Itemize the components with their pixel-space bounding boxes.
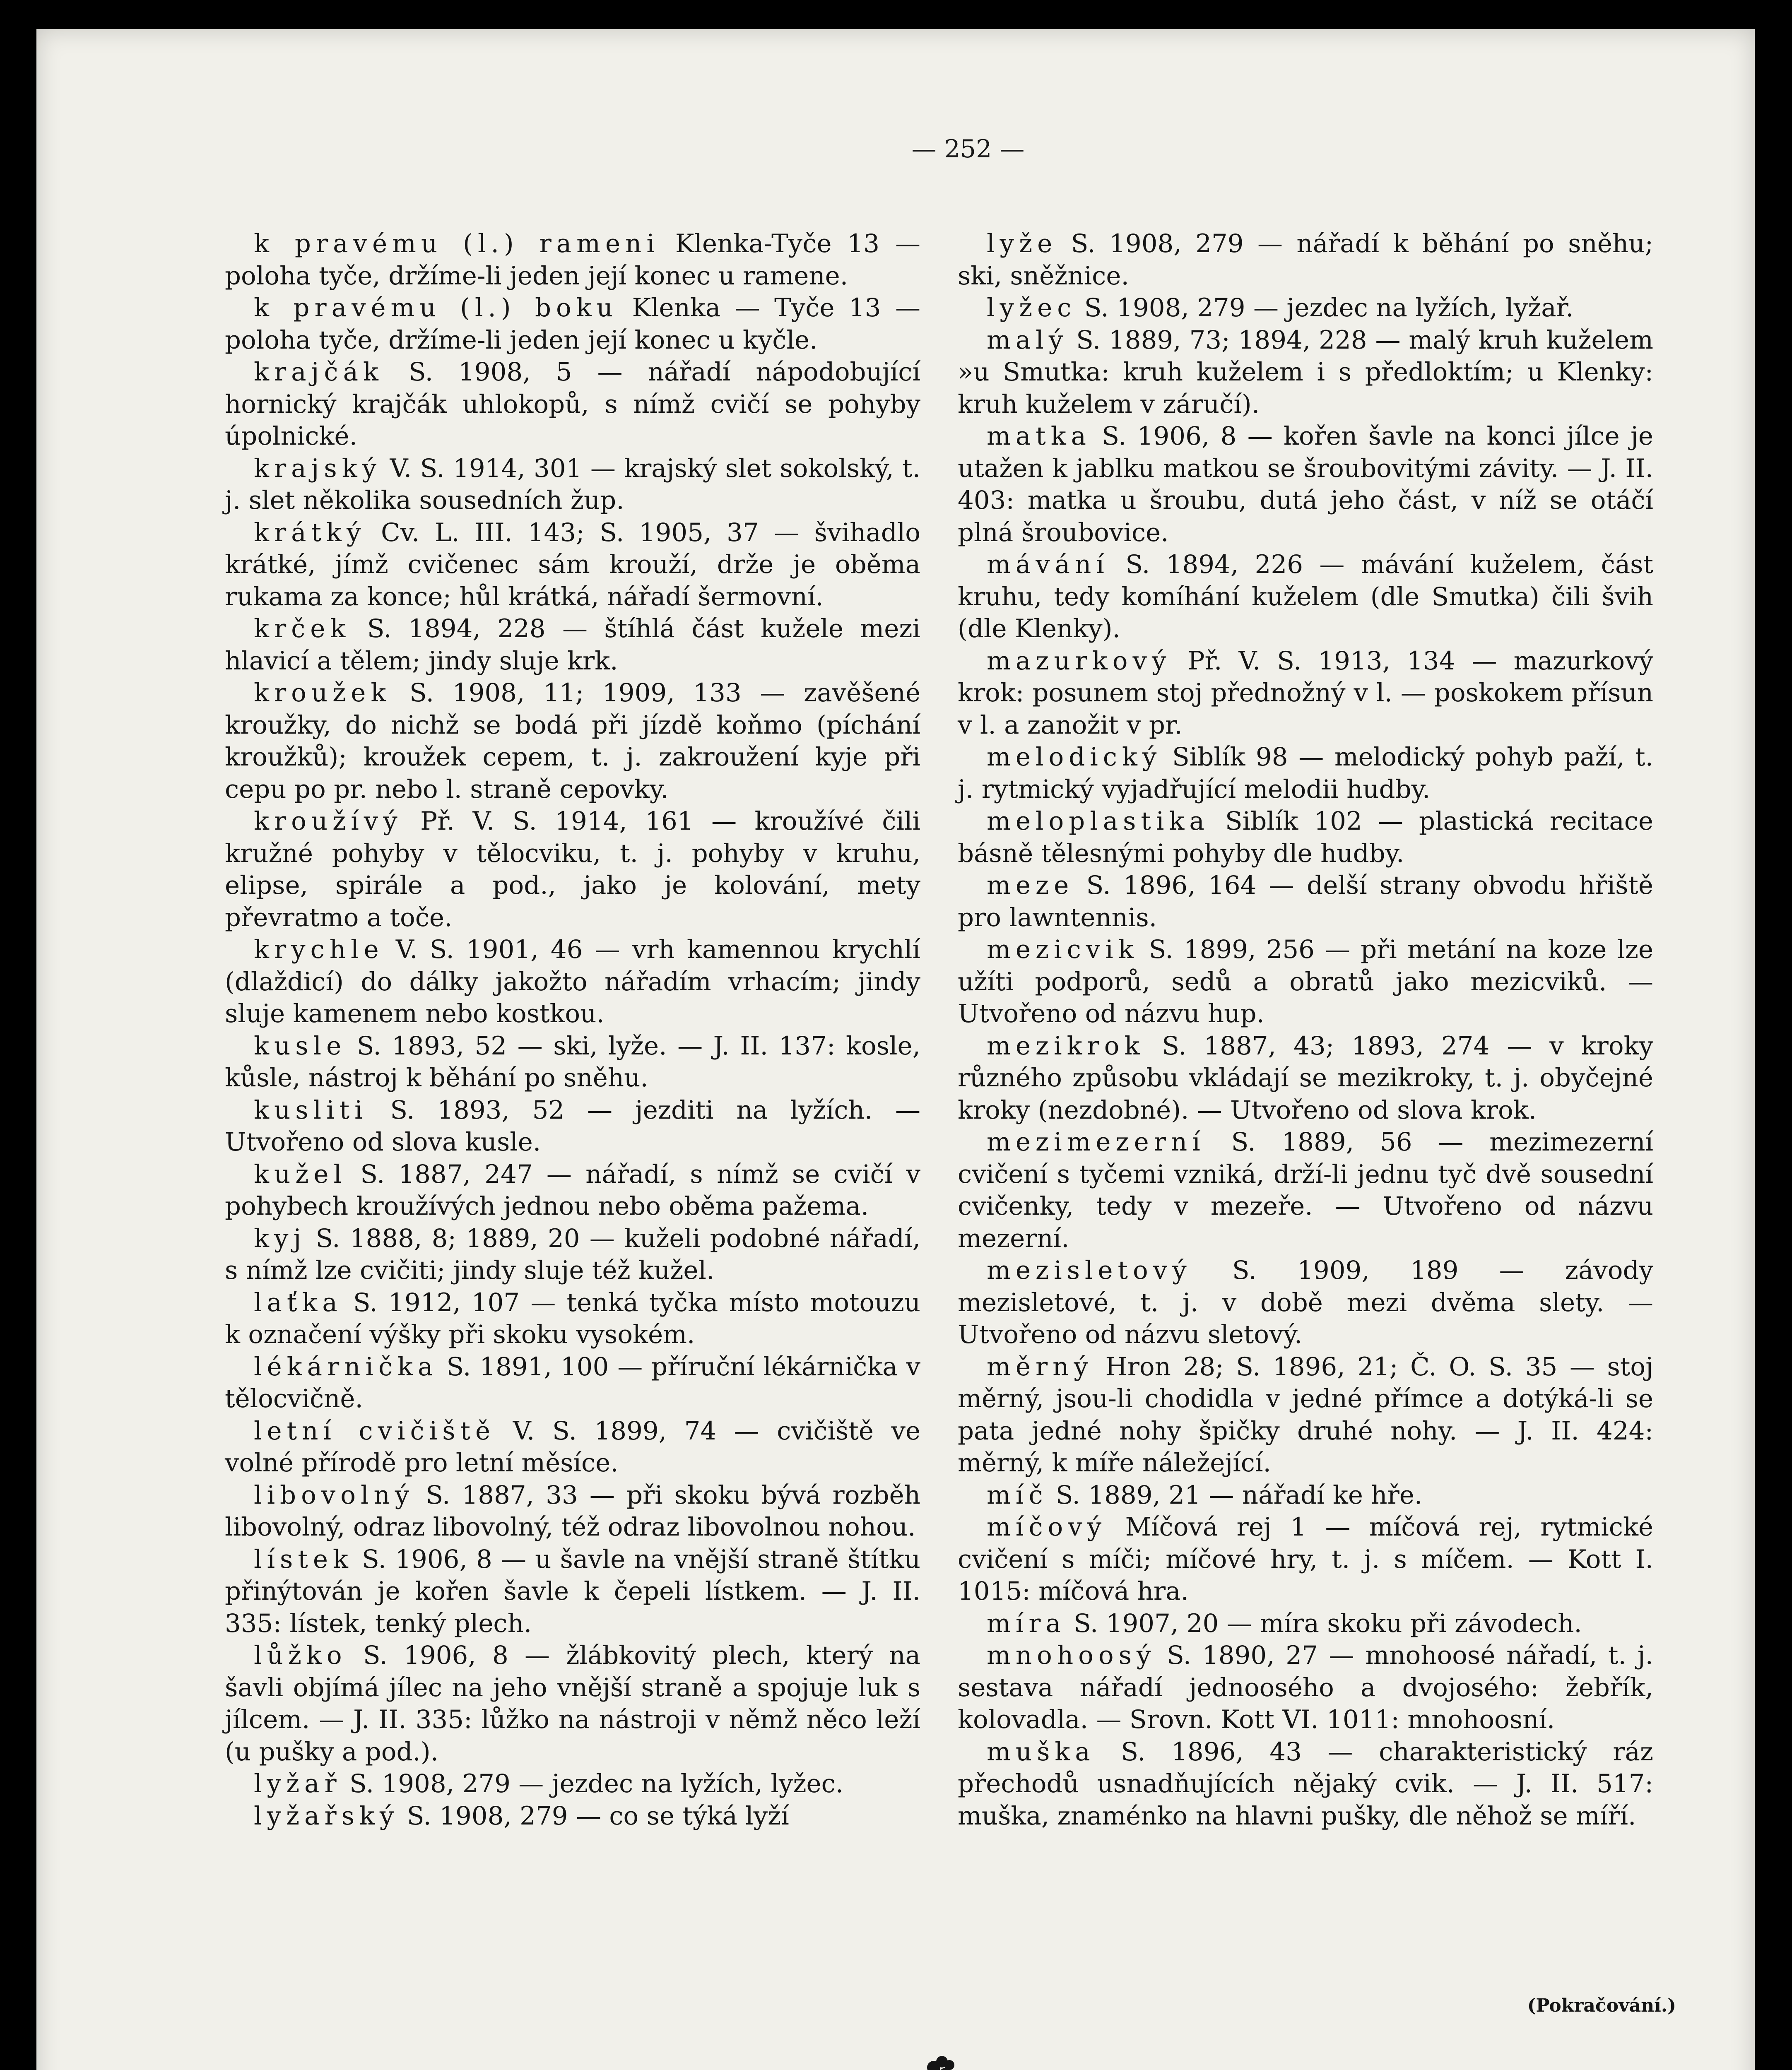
left-column-entry [225, 356, 920, 453]
entry-headword: muška [987, 1737, 1095, 1767]
entry-definition: S. 1889, 73; 1894, 228 — malý kruh kuželem »u Smutka: kruh kuželem i s předloktím; u Klenky: kruh kuželem v záručí). [958, 325, 1653, 419]
entry-definition: S. 1906, 8 — žlábkovitý plech, který na šavli objímá jílec na jeho vnější straně a spojuje luk s jílcem. — J. II. 335: lůžko na nástroji v němž něco leží (u pušky a pod.). [225, 1641, 920, 1767]
right-column-entry [958, 1126, 1653, 1254]
left-column-entry [225, 517, 920, 613]
entry-definition: S. 1891, 100 — příruční lékárnička v tělocvičně. [225, 1352, 920, 1413]
entry-headword: kyj [254, 1223, 306, 1253]
entry-headword: míč [987, 1480, 1048, 1510]
right-column-entry [958, 1639, 1653, 1736]
entry-headword: krátký [254, 518, 366, 547]
right-column-entry [958, 741, 1653, 805]
entry-definition: S. 1888, 8; 1889, 20 — kuželi podobné nářadí, s nímž lze cvičiti; jindy sluje též kužel. [225, 1223, 920, 1285]
left-column-entry [225, 1158, 920, 1223]
entry-definition: S. 1908, 279 — nářadí k běhání po sněhu; ski, sněžnice. [958, 229, 1654, 291]
left-column-entry [225, 228, 920, 292]
left-column [225, 228, 920, 1832]
entry-headword: krajský [254, 453, 382, 483]
entry-definition: Klenka-Tyče 13 — poloha tyče, držíme-li jeden její konec u ramene. [225, 229, 921, 291]
entry-definition: Siblík 102 — plastická recitace básně tělesnými pohyby dle hudby. [958, 806, 1653, 868]
page-number: — 252 — [911, 135, 1025, 164]
entry-headword: lékárnička [254, 1352, 438, 1382]
entry-headword: mávání [987, 550, 1109, 579]
entry-headword: kusle [254, 1031, 347, 1061]
entry-definition: S. 1908, 5 — nářadí nápodobující hornický krajčák uhlokopů, s nímž cvičí se pohyby úpolnické. [225, 357, 920, 451]
entry-headword: k pravému (l.) boku [254, 293, 618, 323]
entry-headword: k pravému (l.) rameni [254, 229, 660, 258]
entry-definition: Hron 28; S. 1896, 21; Č. O. S. 35 — stoj měrný, jsou-li chodidla v jedné přímce a dotýká-li se pata jedné nohy špičky druhé nohy. — J. II. 424: měrný, k míře náležející. [958, 1352, 1653, 1478]
entry-headword: krček [254, 614, 351, 643]
right-column-entry [958, 1351, 1653, 1479]
left-column-entry [225, 613, 920, 677]
entry-headword: lůžko [254, 1641, 347, 1670]
entry-headword: krychle [254, 935, 384, 964]
entry-definition: S. 1890, 27 — mnohoosé nářadí, t. j. sestava nářadí jednoosého a dvojosého: žebřík, kolovadla. — Srovn. Kott VI. 1011: mnohoosní. [958, 1641, 1653, 1734]
entry-definition: V. S. 1899, 74 — cvičiště ve volné přírodě pro letní měsíce. [225, 1416, 920, 1478]
entry-definition: S. 1908, 279 — jezdec na lyžích, lyžař. [1084, 293, 1574, 323]
entry-definition: S. 1899, 256 — při metání na koze lze užíti podporů, sedů a obratů jako mezicviků. — Utvořeno od názvu hup. [958, 935, 1654, 1028]
entry-definition: Siblík 98 — melodický pohyb paží, t. j. rytmický vyjadřující melodii hudby. [958, 742, 1653, 804]
entry-definition: S. 1909, 189 — závody mezisletové, t. j. v době mezi dvěma slety. — Utvořeno od názvu sletový. [958, 1256, 1654, 1349]
right-column-entry [958, 869, 1653, 934]
right-column-entry [958, 1030, 1653, 1126]
entry-definition: S. 1896, 43 — charakteristický ráz přechodů usnadňujících nějaký cvik. — J. II. 517: muška, znaménko na hlavni pušky, dle něhož se míří. [958, 1737, 1653, 1831]
right-column-entry [958, 1254, 1653, 1351]
entry-headword: mezimezerní [987, 1127, 1205, 1157]
entry-definition: Klenka — Tyče 13 — poloha tyče, držíme-li jeden její konec u kyčle. [225, 293, 921, 355]
left-column-entry [225, 934, 920, 1030]
entry-headword: mezicvik [987, 935, 1139, 964]
entry-headword: kroužek [254, 678, 391, 708]
left-column-entry [225, 1639, 920, 1768]
right-column-entry [958, 228, 1653, 292]
entry-definition: S. 1889, 56 — mezimezerní cvičení s tyčemi vzniká, drží-li jednu tyč dvě sousední cvičenky, tedy v mezeře. — Utvořeno od názvu mezerní. [958, 1127, 1653, 1253]
left-column-entry [225, 453, 920, 517]
right-column-entry [958, 934, 1653, 1030]
entry-headword: libovolný [254, 1480, 414, 1510]
entry-definition: S. 1908, 11; 1909, 133 — zavěšené kroužky, do nichž se bodá při jízdě koňmo (píchání kroužků); kroužek cepem, t. j. zakroužení kyje při cepu po pr. nebo l. straně cepovky. [225, 678, 920, 804]
entry-definition: Př. V. S. 1914, 161 — kroužívé čili kružné pohyby v tělocviku, t. j. pohyby v kruhu, elipse, spirále a pod., jako je kolování, mety převratmo a toče. [225, 806, 920, 932]
left-column-entry [225, 805, 920, 934]
document-page [36, 29, 1755, 2070]
right-column-entry [958, 645, 1653, 741]
entry-headword: mezikrok [987, 1031, 1145, 1061]
entry-headword: lyžařský [254, 1801, 399, 1831]
right-column [958, 228, 1653, 1832]
entry-headword: mnohoosý [987, 1641, 1156, 1670]
entry-headword: mazurkový [987, 646, 1171, 676]
entry-headword: míra [987, 1608, 1066, 1638]
entry-definition: Př. V. S. 1913, 134 — mazurkový krok: posunem stoj přednožný v l. — poskokem přísun v l. a zanožit v pr. [958, 646, 1654, 740]
left-column-entry [225, 1479, 920, 1543]
left-column-entry [225, 677, 920, 805]
right-column-entry [958, 324, 1653, 421]
left-column-entry [225, 1223, 920, 1287]
entry-headword: měrný [987, 1352, 1093, 1382]
entry-definition: S. 1907, 20 — míra skoku při závodech. [1074, 1608, 1582, 1638]
entry-definition: S. 1908, 279 — co se týká lyží [407, 1801, 789, 1831]
left-column-entry [225, 1030, 920, 1094]
left-column-entry [225, 292, 920, 356]
entry-definition: V. S. 1901, 46 — vrh kamennou krychlí (dlaždicí) do dálky jakožto nářadím vrhacím; jindy sluje kamenem nebo kostkou. [225, 935, 920, 1028]
entry-definition: S. 1894, 228 — štíhlá část kužele mezi hlavicí a tělem; jindy sluje krk. [225, 614, 921, 676]
entry-headword: melodický [987, 742, 1162, 772]
entry-definition: Cv. L. III. 143; S. 1905, 37 — švihadlo krátké, jímž cvičenec sám krouží, drže je oběma rukama za konce; hůl krátká, nářadí šermovní. [225, 518, 921, 611]
entry-definition: S. 1893, 52 — ski, lyže. — J. II. 137: kosle, kůsle, nástroj k běhání po sněhu. [225, 1031, 920, 1093]
left-column-entry [225, 1094, 920, 1158]
entry-headword: krajčák [254, 357, 383, 387]
entry-definition: V. S. 1914, 301 — krajský slet sokolský, t. j. slet několika sousedních žup. [225, 453, 920, 515]
entry-headword: laťka [254, 1288, 342, 1317]
entry-definition: S. 1906, 8 — u šavle na vnější straně štítku přinýtován je kořen šavle k čepeli lístkem. — J. II. 335: lístek, tenký plech. [225, 1544, 920, 1638]
left-column-entry [225, 1351, 920, 1415]
left-column-entry [225, 1768, 920, 1800]
left-column-entry [225, 1800, 920, 1832]
entry-headword: malý [987, 325, 1068, 355]
entry-definition: S. 1889, 21 — nářadí ke hře. [1055, 1480, 1423, 1510]
entry-headword: kusliti [254, 1095, 368, 1125]
right-column-entry [958, 292, 1653, 324]
left-column-entry [225, 1415, 920, 1479]
entry-headword: mezisletový [987, 1256, 1192, 1285]
entry-headword: lyže [987, 229, 1057, 258]
entry-headword: míčový [987, 1512, 1107, 1542]
entry-headword: matka [987, 421, 1091, 451]
entry-definition: S. 1908, 279 — jezdec na lyžích, lyžec. [349, 1769, 844, 1798]
entry-headword: lístek [254, 1544, 353, 1574]
entry-definition: S. 1906, 8 — kořen šavle na konci jílce je utažen k jablku matkou se šroubovitými závity. — J. II. 403: matka u šroubu, dutá jeho část, v níž se otáčí plná šroubovice. [958, 421, 1654, 547]
entry-headword: meze [987, 871, 1074, 900]
entry-headword: lyžař [254, 1769, 342, 1798]
continuation-note: (Pokračování.) [1527, 1995, 1676, 2016]
entry-definition: S. 1896, 164 — delší strany obvodu hřiště pro lawntennis. [958, 871, 1654, 932]
entry-definition: S. 1887, 247 — nářadí, s nímž se cvičí v pohybech kroužívých jednou nebo oběma pažema. [225, 1159, 921, 1221]
right-column-entry [958, 1736, 1653, 1832]
right-column-entry [958, 549, 1653, 645]
entry-headword: kroužívý [254, 806, 402, 836]
entry-headword: letní cvičiště [254, 1416, 496, 1446]
left-column-entry [225, 1287, 920, 1351]
floral-ornament-icon [887, 2042, 966, 2070]
entry-definition: S. 1912, 107 — tenká tyčka místo motouzu k označení výšky při skoku vysokém. [225, 1288, 920, 1349]
right-column-entry [958, 1608, 1653, 1640]
entry-definition: S. 1893, 52 — jezditi na lyžích. — Utvořeno od slova kusle. [225, 1095, 920, 1157]
right-column-entry [958, 1511, 1653, 1608]
entry-headword: lyžec [987, 293, 1077, 323]
entry-headword: kužel [254, 1159, 347, 1189]
entry-definition: Míčová rej 1 — míčová rej, rytmické cvičení s míči; míčové hry, t. j. s míčem. — Kott I. 1015: míčová hra. [958, 1512, 1654, 1606]
entry-definition: S. 1887, 43; 1893, 274 — v kroky různého způsobu vkládají se mezikroky, t. j. obyčejné kroky (nezdobné). — Utvořeno od slova krok. [958, 1031, 1653, 1125]
entry-headword: meloplastika [987, 806, 1209, 836]
left-column-entry [225, 1543, 920, 1640]
right-column-entry [958, 805, 1653, 869]
entry-definition: S. 1887, 33 — při skoku bývá rozběh libovolný, odraz libovolný, též odraz libovolnou nohou. [225, 1480, 920, 1542]
right-column-entry [958, 1479, 1653, 1512]
entry-definition: S. 1894, 226 — mávání kuželem, část kruhu, tedy komíhání kuželem (dle Smutka) čili švih (dle Klenky). [958, 550, 1654, 643]
right-column-entry [958, 420, 1653, 549]
